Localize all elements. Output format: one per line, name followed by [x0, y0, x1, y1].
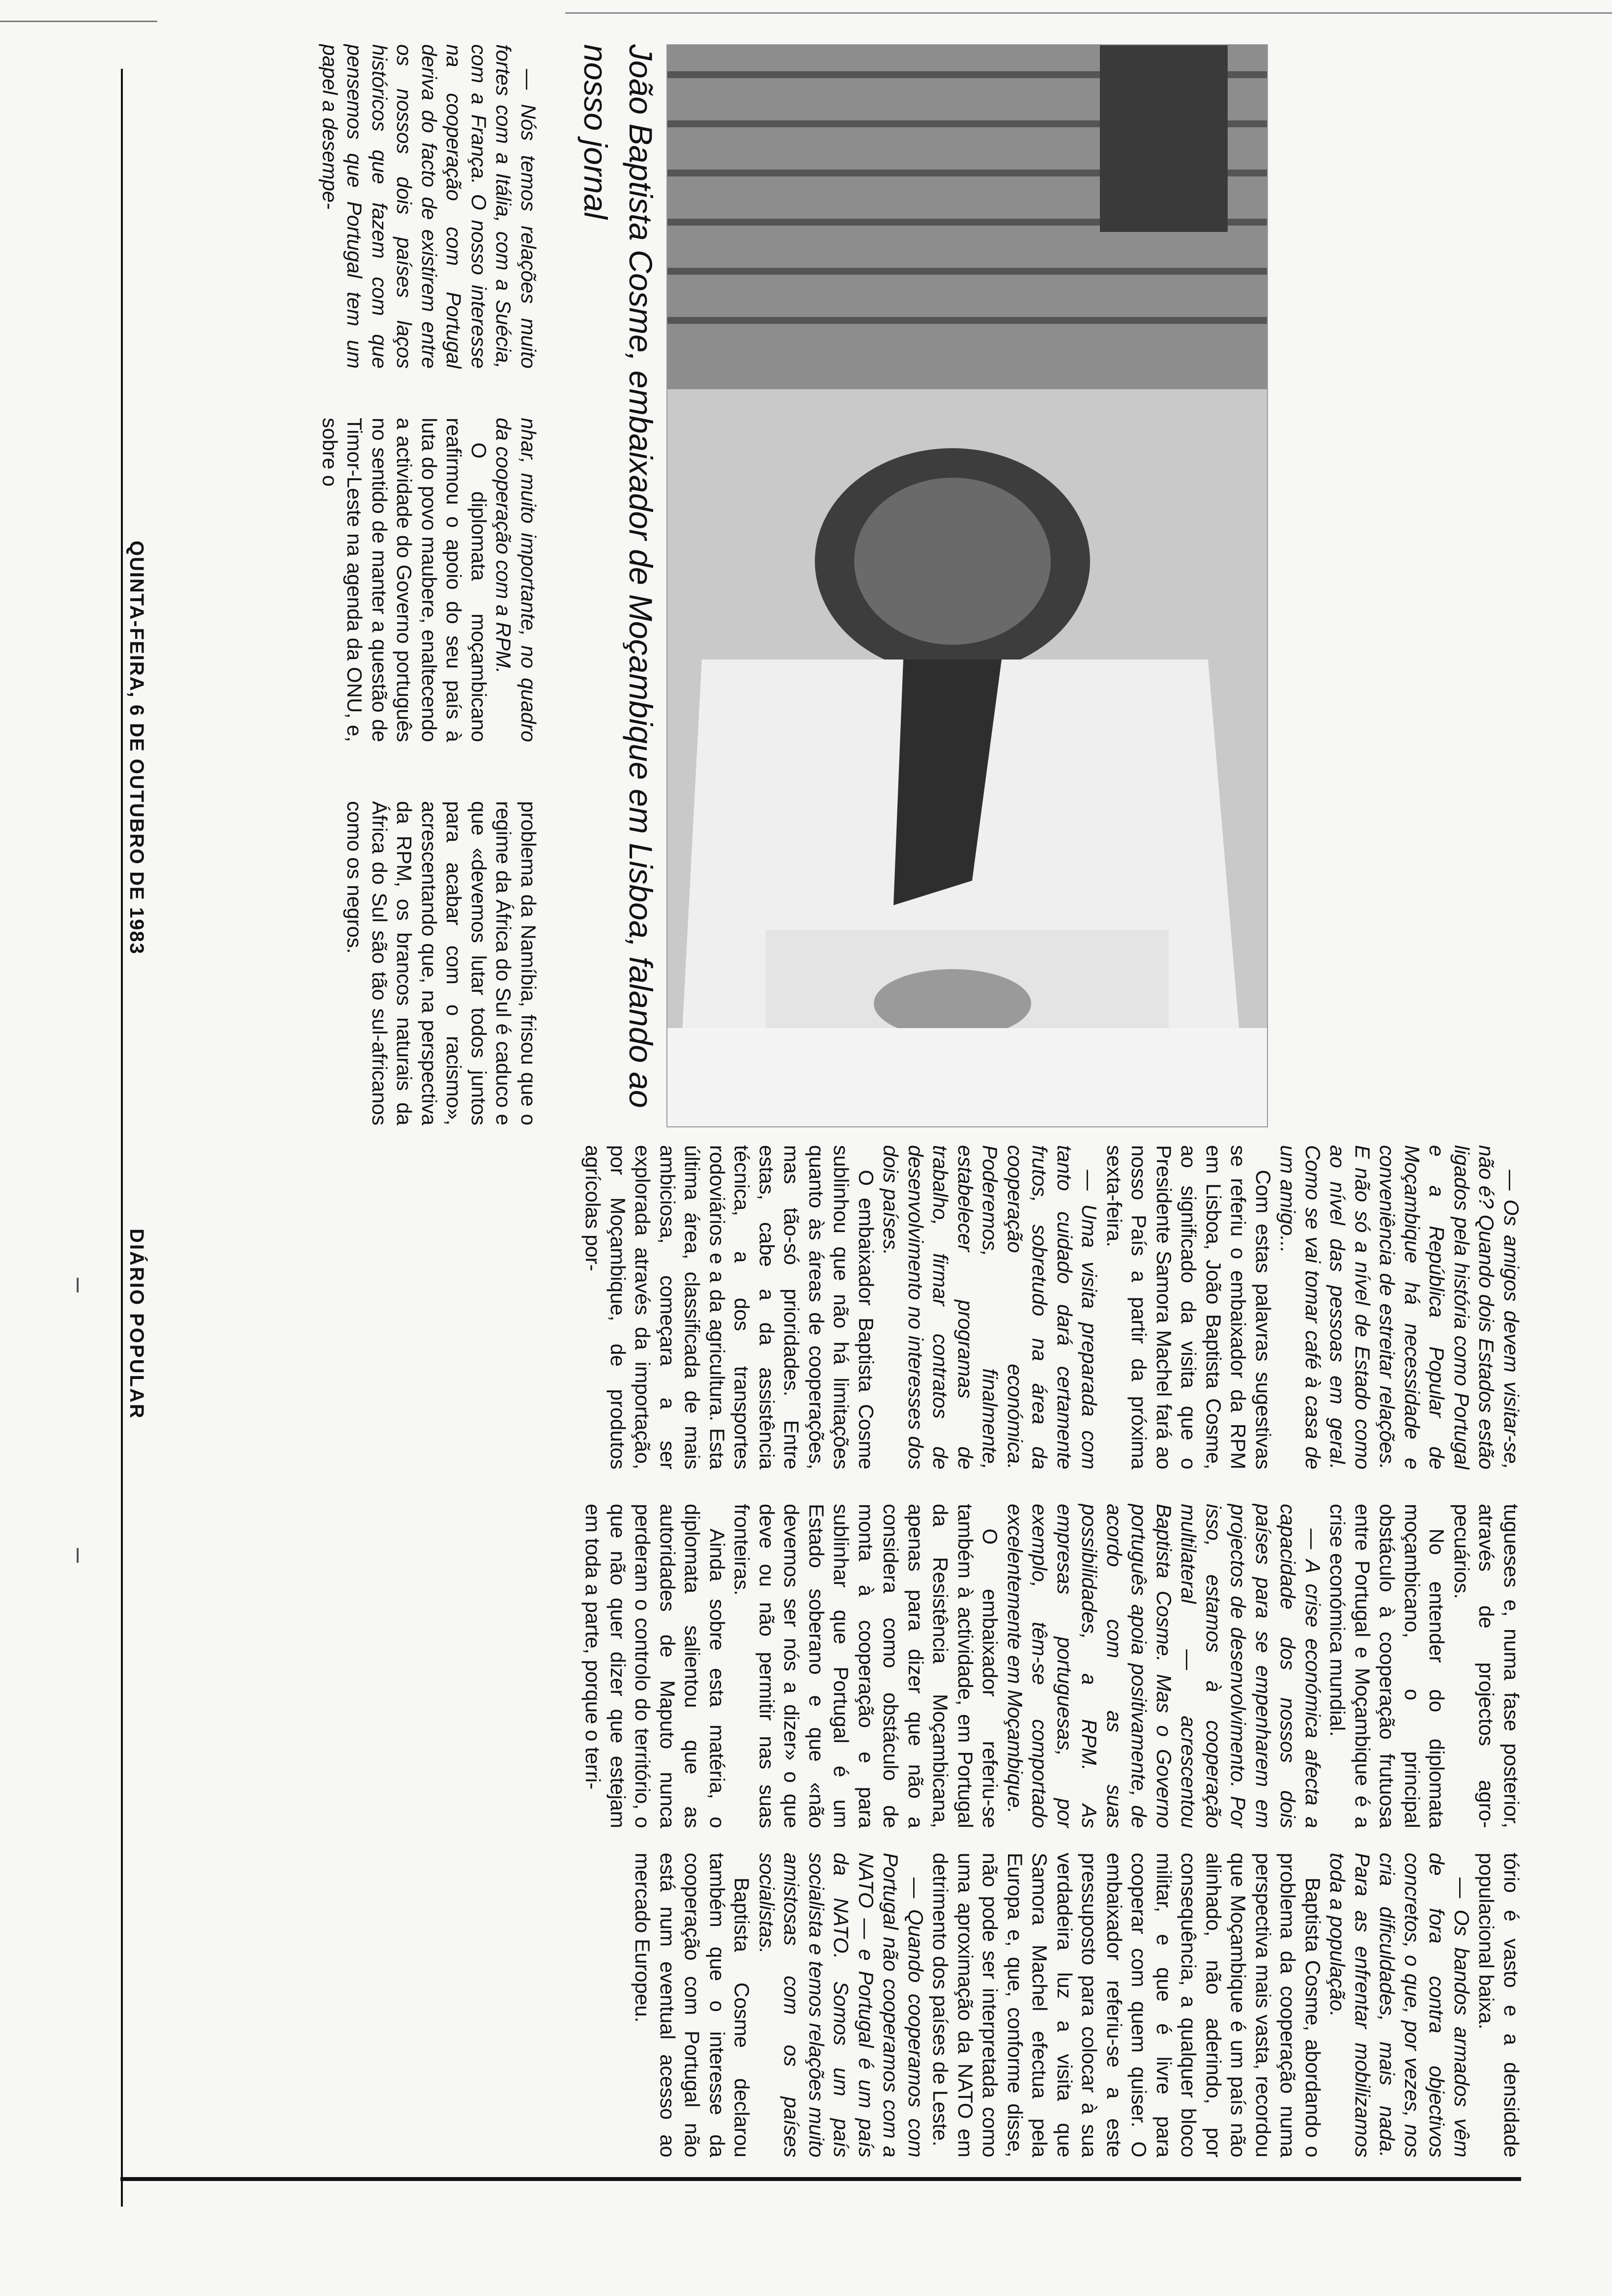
- photo: [666, 44, 1268, 1127]
- article-paragraph: nhar, muito importante, no quadro da cooperação com a RPM.: [492, 418, 540, 742]
- article-column-5: [152, 1504, 1524, 1828]
- article-paragraph: O embaixador referiu-se também à actividade, em Portugal da Resistência Moçambicana, apenas para dizer que não a considera como obstáculo de monta à cooperação e para sublinhar que Portugal é um Estado soberano e que «não devemos ser nós a dizer» o que deve ou não permitir nas suas fronteiras.: [730, 1504, 1002, 1828]
- footer-paper-name: DIÁRIO POPULAR: [126, 1229, 147, 1420]
- article-paragraph: — Nós temos relações muito fortes com a Itália, com a Suécia, com a França. O nosso interesse na cooperação com Portugal deriva do facto de existirem entre os nossos dois países laços históricos que fazem com que pensemos que Portugal tem um papel a desempe-: [318, 44, 540, 369]
- footer-date: QUINTA-FEIRA, 6 DE OUTUBRO DE 1983: [126, 541, 147, 955]
- article-paragraph: — Quando cooperamos com Portugal não cooperamos com a NATO — e Portugal é um país da NATO. Somos um país socialista e temos relações muito amistosas com os países socialistas.: [755, 1853, 927, 2157]
- article-paragraph: — Uma visita preparada com tanto cuidado dará certamente frutos, sobretudo na área da cooperação económica. Poderemos, finalmente, estabelecer programas de trabalho, firmar contratos de desenvolvimento no interesses dos dois países.: [879, 1145, 1101, 1469]
- article-column-6: [152, 1853, 1524, 2157]
- scan-mark: [77, 1548, 79, 1563]
- article-paragraph: tugueses e, numa fase posterior, através de projectos agro-pecuários.: [1450, 1504, 1523, 1828]
- scan-line: [565, 12, 1612, 14]
- article-paragraph: O embaixador Baptista Cosme sublinhou que não há limitações quanto às áreas de cooperações, mas tão-só prioridades. Entre estas, cabe a da assistência técnica, a dos transportes rodoviários e a da agricultura. Esta última área, classificada de mais ambiciosa, começara a ser explorada através da importação, por Moçambique, de produtos agrícolas por-: [581, 1145, 878, 1469]
- article-paragraph: — Os amigos devem visitar-se, não é? Quando dois Estados estão ligados pela história como Portugal e a República Popular de Moçambique há necessidade e conveniência de estreitar relações. E não só a nível de Estado como ao nível das pessoas em geral. Como se vai tomar café à casa de um amigo...: [1276, 1145, 1523, 1469]
- article-paragraph: Com estas palavras sugestivas se referiu o embaixador da RPM em Lisboa, João Baptista Cosme, ao significado da visita que o Presidente Samora Machel fará ao nosso País a partir da próxima sexta-feira.: [1103, 1145, 1275, 1469]
- article-paragraph: tório é vasto e a densidade populacional baixa.: [1475, 1853, 1523, 2157]
- article-column-4: [152, 1145, 1524, 1469]
- newspaper-photo-icon: [667, 45, 1267, 1126]
- column-rule: [120, 2177, 1521, 2181]
- article-column-1: [167, 44, 541, 369]
- photo-caption: João Baptista Cosme, embaixador de Moçambique em Lisboa, falando ao nosso jornal: [577, 44, 659, 1108]
- article-column-3: [167, 801, 541, 1125]
- article-paragraph: — Os bandos armados vêm de fora contra objectivos concretos, o que, por vezes, nos cria dificuldades, mais nada. Para as enfrentar mobilizamos toda a população.: [1326, 1853, 1473, 2157]
- article-paragraph: Baptista Cosme declarou também que o interesse da cooperação com Portugal não está num eventual acesso ao mercado Europeu.: [631, 1853, 754, 2157]
- scan-line: [0, 21, 157, 22]
- scan-mark: [77, 1278, 79, 1292]
- article-paragraph: O diplomata moçambicano reafirmou o apoio do seu país à luta do povo maubere, enaltecendo a actividade do Governo português no sentido de manter a questão de Timor-Leste na agenda da ONU, e, sobre o: [318, 418, 490, 742]
- article-paragraph: Ainda sobre esta matéria, o diplomata salientou que as autoridades de Maputo nunca perderam o controlo do território, o que não quer dizer que estejam em toda a parte, porque o terri-: [581, 1504, 729, 1828]
- footer-rule: [121, 69, 123, 2207]
- article-paragraph: Baptista Cosme, abordando o problema da cooperação numa perspectiva mais vasta, recordou que Moçambique é um país não alinhado, não aderindo, por consequência, a qualquer bloco militar, e que é livre para cooperar com quem quiser. O embaixador referiu-se a este pressuposto para colocar à sua verdadeira luz a visita que Samora Machel efectua pela Europa e, que, conforme disse, não pode ser interpretada como uma aproximação da NATO em detrimento dos países de Leste.: [929, 1853, 1324, 2157]
- article-paragraph: problema da Namíbia, frisou que o regime da África do Sul é caduco e que «devemos lutar todos juntos para acabar com o racismo», acrescentando que, na perspectiva da RPM, os brancos naturais da África do Sul são tão sul-africanos como os negros.: [343, 801, 540, 1125]
- article-paragraph: No entender do diplomata moçambicano, o principal obstáculo à cooperação frutuosa entre Portugal e Moçambique é a crise económica mundial.: [1326, 1504, 1449, 1828]
- article-paragraph: — A crise económica afecta a capacidade dos nossos dois países para se empenharem em projectos de desenvolvimento. Por isso, estamos à cooperação multilateral — acrescentou Baptista Cosme. Mas o Governo português apoia positivamente, de acordo com as suas possibilidades, a RPM. As empresas portuguesas, por exemplo, têm-se comportado excelentemente em Moçambique.: [1004, 1504, 1324, 1828]
- article-column-2: [167, 418, 541, 742]
